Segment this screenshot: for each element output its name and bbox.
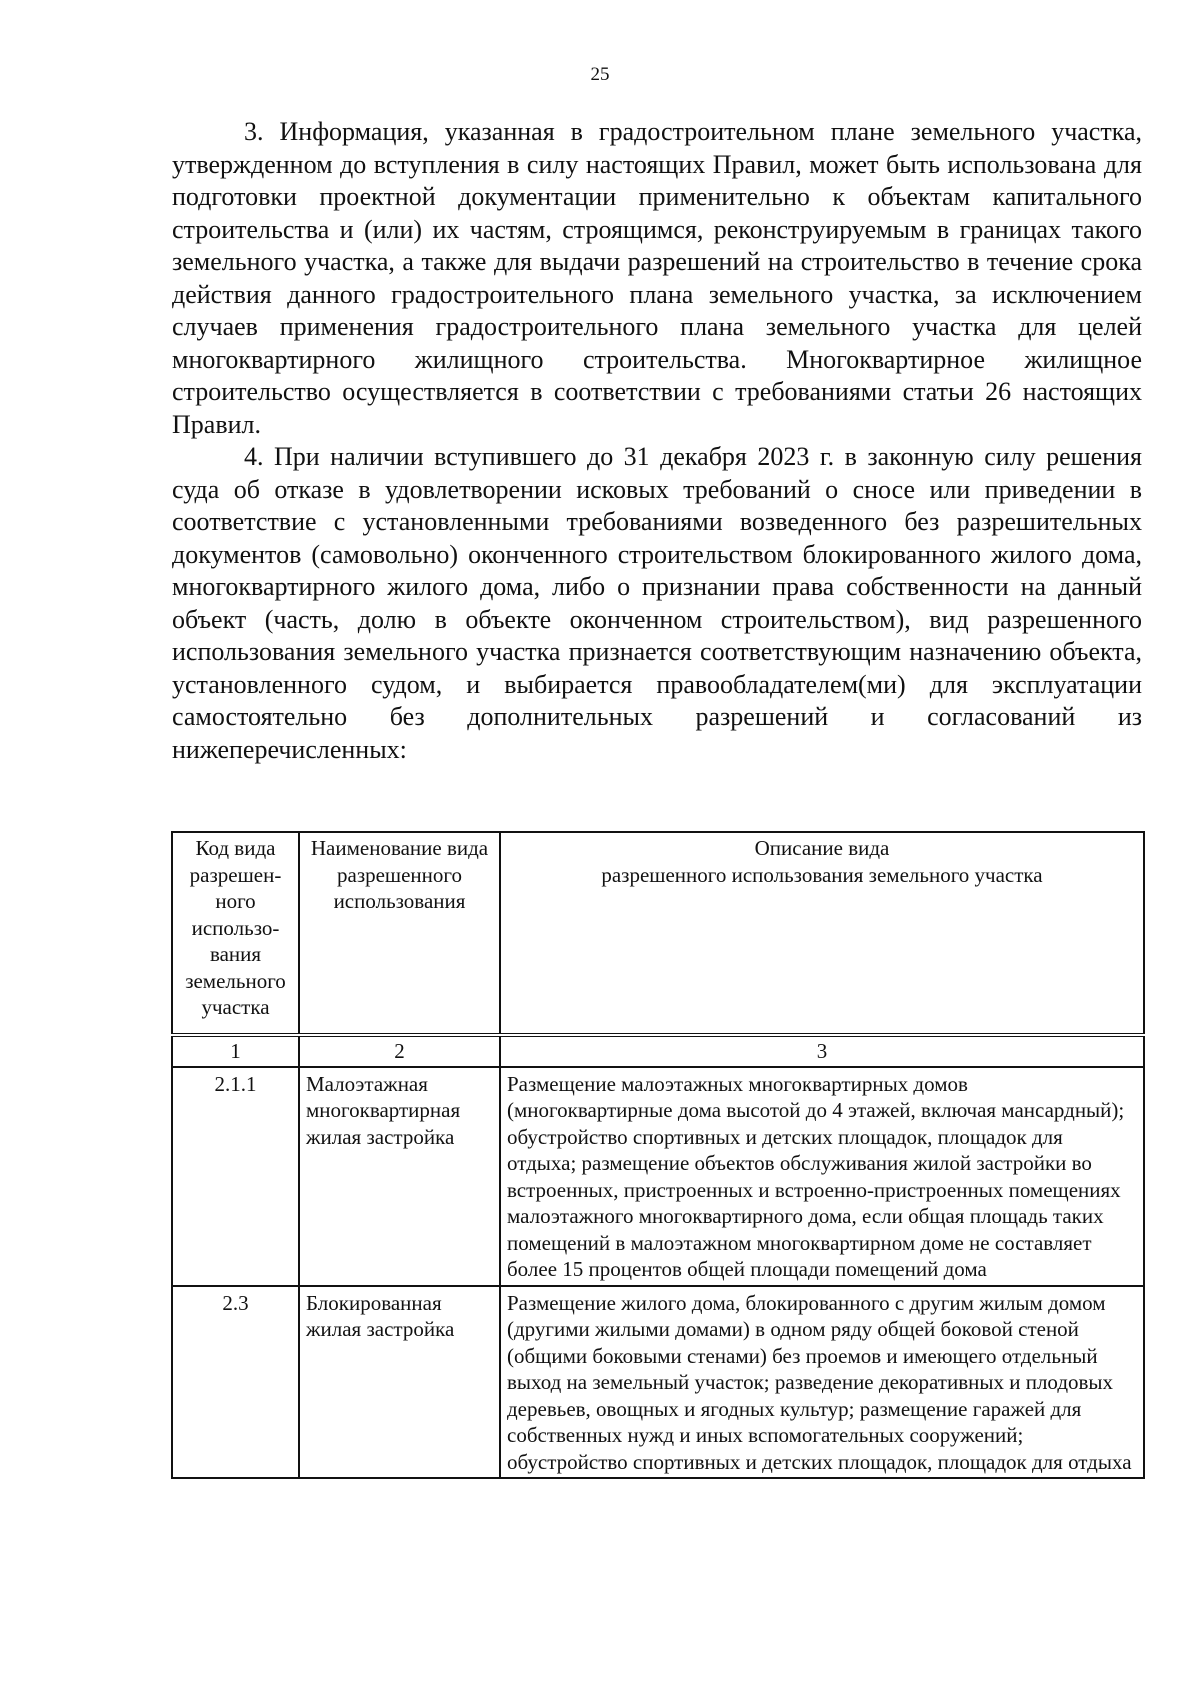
column-number: 1 bbox=[172, 1035, 299, 1067]
header-description-line2: разрешенного использования земельного участка bbox=[601, 862, 1043, 887]
column-number-row bbox=[172, 1035, 1144, 1067]
row-code: 2.3 bbox=[172, 1286, 299, 1479]
column-number: 2 bbox=[299, 1035, 500, 1067]
row-description: Размещение жилого дома, блокированного с другим жилым домом (другими жилыми домами) в одном ряду общей боковой стеной (общими боковыми стенами) без проемов и имеющего отдельный выход на земельный участок; разведение декоративных и плодовых деревьев, овощных и ягодных культур; размещение гаражей для собственных нужд и иных вспомогательных сооружений; обустройство спортивных и детских площадок, площадок для отдыха bbox=[500, 1286, 1144, 1479]
table-row bbox=[172, 1067, 1144, 1286]
header-name: Наименование вида разрешенного использования bbox=[299, 832, 500, 1035]
document-body bbox=[172, 116, 1142, 766]
row-code: 2.1.1 bbox=[172, 1067, 299, 1286]
table-header-row bbox=[172, 832, 1144, 1035]
header-description-line1: Описание вида bbox=[754, 836, 890, 860]
header-description bbox=[500, 832, 1144, 1035]
paragraph-3: 3. Информация, указанная в градостроительном плане земельного участка, утвержденном до вступления в силу настоящих Правил, может быть использована для подготовки проектной документации применительно к объектам капитального строительства и (или) их частям, строящимся, реконструируемым в границах такого земельного участка, а также для выдачи разрешений на строительство в течение срока действия данного градостроительного плана земельного участка, за исключением случаев применения градостроительного плана земельного участка для целей многоквартирного жилищного строительства. Многоквартирное жилищное строительство осуществляется в соответствии с требованиями статьи 26 настоящих Правил. bbox=[172, 117, 1142, 439]
header-code: Код вида разрешен-ного использо-вания земельного участка bbox=[172, 832, 299, 1035]
paragraph-4: 4. При наличии вступившего до 31 декабря 2023 г. в законную силу решения суда об отказе в удовлетворении исковых требований о сносе или приведении в соответствие с установленными требованиями возведенного без разрешительных документов (самовольно) оконченного строительством блокированного жилого дома, многоквартирного жилого дома, либо о признании права собственности на данный объект (часть, долю в объекте оконченном строительством), вид разрешенного использования земельного участка признается соответствующим назначению объекта, установленного судом, и выбирается правообладателем(ми) для эксплуатации самостоятельно без дополнительных разрешений и согласований из нижеперечисленных: bbox=[172, 442, 1142, 764]
page-number: 25 bbox=[590, 64, 610, 85]
column-number: 3 bbox=[500, 1035, 1144, 1067]
row-name: Малоэтажная многоквартирная жилая застройка bbox=[299, 1067, 500, 1286]
row-name: Блокированная жилая застройка bbox=[299, 1286, 500, 1479]
land-use-table bbox=[171, 831, 1145, 1479]
table-row bbox=[172, 1286, 1144, 1479]
row-description: Размещение малоэтажных многоквартирных домов (многоквартирные дома высотой до 4 этажей, включая мансардный); обустройство спортивных и детских площадок, площадок для отдыха; размещение объектов обслуживания жилой застройки во встроенных, пристроенных и встроенно-пристроенных помещениях малоэтажного многоквартирного дома, если общая площадь таких помещений в малоэтажном многоквартирном доме не составляет более 15 процентов общей площади помещений дома bbox=[500, 1067, 1144, 1286]
